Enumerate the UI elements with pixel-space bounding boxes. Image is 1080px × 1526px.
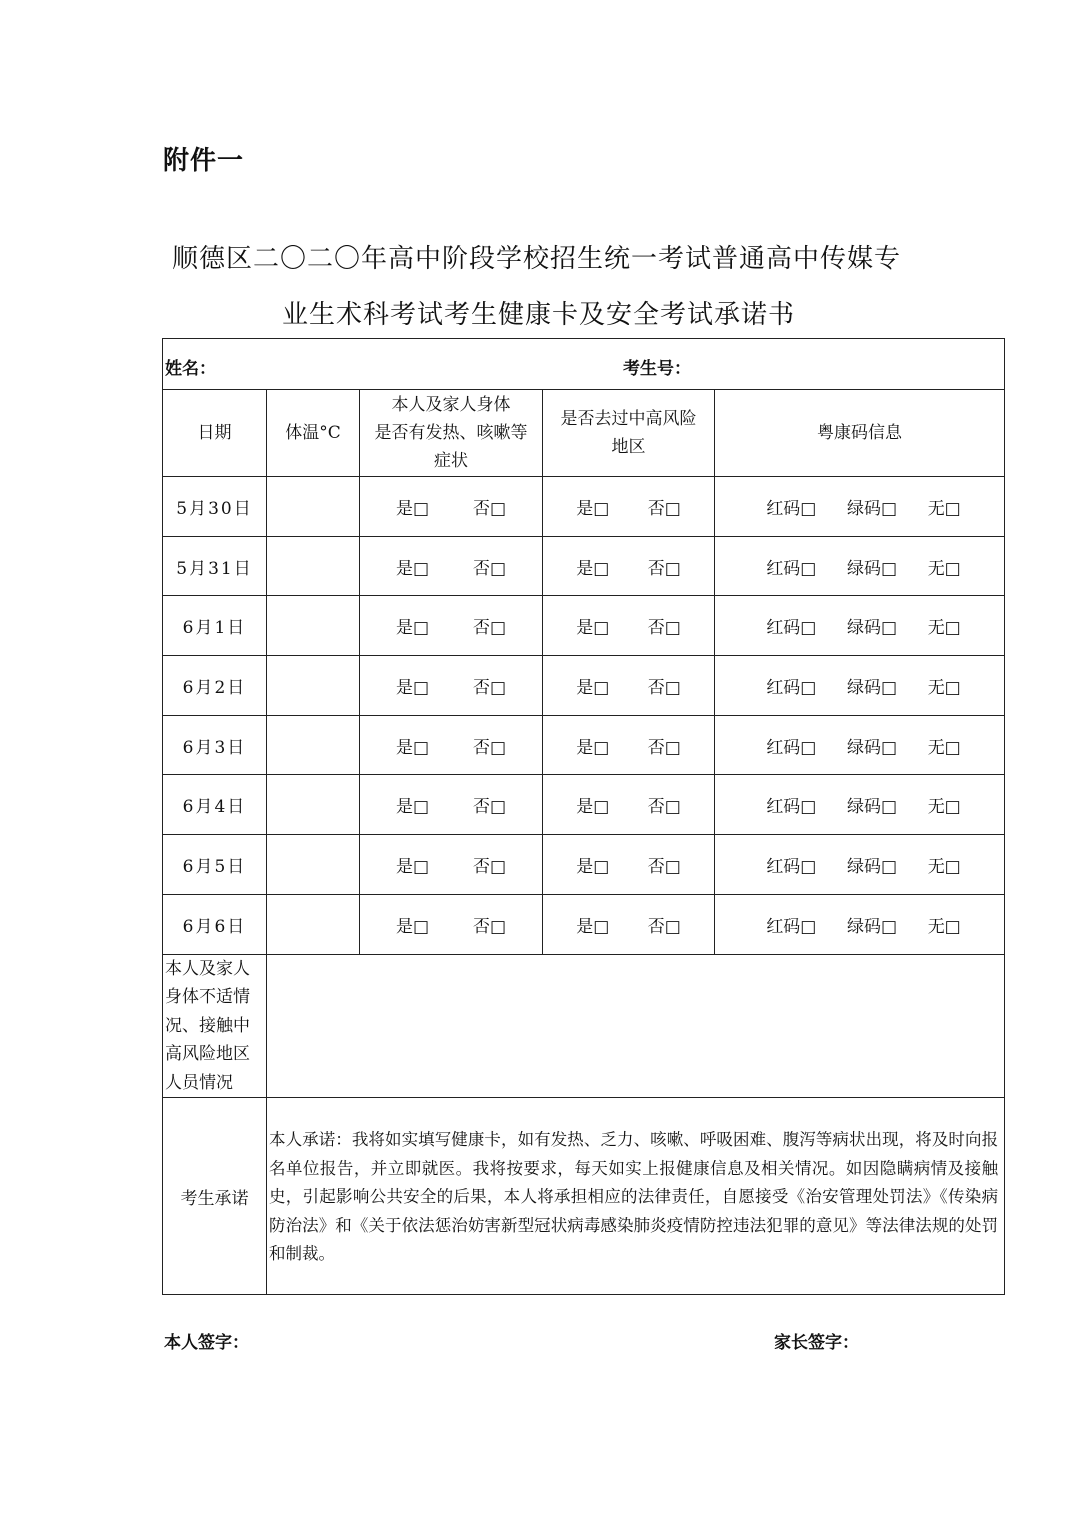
risk-area-yes-checkbox[interactable]: 是□ <box>576 737 610 758</box>
header-risk-line: 地区 <box>611 437 646 457</box>
risk-area-no-checkbox[interactable]: 否□ <box>647 677 681 698</box>
health-code-options <box>715 656 1005 716</box>
health-code-green-checkbox[interactable]: 绿码□ <box>847 618 898 639</box>
risk-area-no-checkbox[interactable]: 否□ <box>647 856 681 877</box>
self-signature-label: 本人签字： <box>164 1333 249 1353</box>
symptoms-yes-checkbox[interactable]: 是□ <box>395 797 430 818</box>
risk-area-choice-group <box>543 912 714 937</box>
health-code-red-checkbox[interactable]: 红码□ <box>766 916 817 937</box>
health-code-options <box>715 775 1005 835</box>
risk-area-choice-group <box>543 673 714 698</box>
symptoms-choice-group <box>360 733 542 758</box>
symptoms-options <box>360 715 543 775</box>
temperature-input-cell[interactable] <box>267 536 360 596</box>
symptoms-no-checkbox[interactable]: 否□ <box>472 558 507 579</box>
health-code-choice-group <box>715 613 1004 638</box>
risk-area-no-checkbox[interactable]: 否□ <box>647 797 681 818</box>
risk-area-no-checkbox[interactable]: 否□ <box>647 737 681 758</box>
health-code-red-checkbox[interactable]: 红码□ <box>766 856 817 877</box>
day-date: 6月4日 <box>163 775 267 835</box>
health-code-options <box>715 477 1005 537</box>
day-date: 6月1日 <box>163 596 267 656</box>
risk-area-yes-checkbox[interactable]: 是□ <box>576 797 610 818</box>
document-title-line-2: 业生术科考试考生健康卡及安全考试承诺书 <box>282 300 796 330</box>
health-code-options <box>715 536 1005 596</box>
symptoms-no-checkbox[interactable]: 否□ <box>472 677 507 698</box>
promise-label: 考生承诺 <box>163 1098 267 1295</box>
header-risk-line: 是否去过中高风险 <box>560 409 697 429</box>
risk-area-options <box>543 715 715 775</box>
condition-input-area[interactable] <box>267 954 1005 1098</box>
temperature-input-cell[interactable] <box>267 477 360 537</box>
temperature-input-cell[interactable] <box>267 835 360 895</box>
day-date: 5月31日 <box>163 536 267 596</box>
health-code-red-checkbox[interactable]: 红码□ <box>766 558 817 579</box>
health-code-none-checkbox[interactable]: 无□ <box>927 618 961 639</box>
symptoms-no-checkbox[interactable]: 否□ <box>472 618 507 639</box>
symptoms-options <box>360 775 543 835</box>
health-code-choice-group <box>715 852 1004 877</box>
symptoms-yes-checkbox[interactable]: 是□ <box>395 737 430 758</box>
header-symptoms-line: 本人及家人身体 <box>391 395 511 415</box>
health-code-red-checkbox[interactable]: 红码□ <box>766 618 817 639</box>
health-card-table <box>162 338 1005 1295</box>
condition-row <box>163 954 1005 1098</box>
promise-statement: 本人承诺：我将如实填写健康卡，如有发热、乏力、咳嗽、呼吸困难、腹泻等病状出现，将及时向报名单位报告，并立即就医。我将按要求，每天如实上报健康信息及相关情况。如因隐瞒病情及接触史，引起影响公共安全的后果，本人将承担相应的法律责任，自愿接受《治安管理处罚法》《传染病防治法》和《关于依法惩治妨害新型冠状病毒感染肺炎疫情防控违法犯罪的意见》等法律法规的处罚和制裁。 <box>269 1130 999 1263</box>
symptoms-yes-checkbox[interactable]: 是□ <box>395 856 430 877</box>
day-row <box>163 894 1005 954</box>
risk-area-no-checkbox[interactable]: 否□ <box>647 916 681 937</box>
health-code-options <box>715 596 1005 656</box>
day-row <box>163 596 1005 656</box>
header-date: 日期 <box>163 390 267 477</box>
temperature-input-cell[interactable] <box>267 656 360 716</box>
risk-area-options <box>543 894 715 954</box>
risk-area-options <box>543 536 715 596</box>
identity-cell <box>163 339 1005 390</box>
health-code-none-checkbox[interactable]: 无□ <box>927 677 961 698</box>
health-code-choice-group <box>715 792 1004 817</box>
risk-area-options <box>543 656 715 716</box>
risk-area-yes-checkbox[interactable]: 是□ <box>576 498 610 519</box>
health-code-options <box>715 835 1005 895</box>
health-code-options <box>715 894 1005 954</box>
risk-area-options <box>543 775 715 835</box>
day-date: 5月30日 <box>163 477 267 537</box>
symptoms-no-checkbox[interactable]: 否□ <box>472 797 507 818</box>
risk-area-options <box>543 477 715 537</box>
temperature-input-cell[interactable] <box>267 596 360 656</box>
risk-area-choice-group <box>543 852 714 877</box>
symptoms-choice-group <box>360 554 542 579</box>
symptoms-choice-group <box>360 852 542 877</box>
day-date: 6月2日 <box>163 656 267 716</box>
symptoms-yes-checkbox[interactable]: 是□ <box>395 498 430 519</box>
health-code-choice-group <box>715 494 1004 519</box>
risk-area-options <box>543 835 715 895</box>
symptoms-options <box>360 596 543 656</box>
symptoms-options <box>360 536 543 596</box>
header-symptoms <box>360 390 543 477</box>
symptoms-yes-checkbox[interactable]: 是□ <box>395 677 430 698</box>
day-row <box>163 656 1005 716</box>
condition-label-line: 人员情况 <box>165 1072 233 1093</box>
symptoms-yes-checkbox[interactable]: 是□ <box>395 558 430 579</box>
document-title-line-1: 顺德区二〇二〇年高中阶段学校招生统一考试普通高中传媒专 <box>172 244 902 274</box>
risk-area-choice-group <box>543 613 714 638</box>
day-row <box>163 715 1005 775</box>
symptoms-options <box>360 656 543 716</box>
header-symptoms-line: 是否有发热、咳嗽等 <box>374 423 528 443</box>
health-code-choice-group <box>715 673 1004 698</box>
header-symptoms-line: 症状 <box>434 451 468 471</box>
symptoms-yes-checkbox[interactable]: 是□ <box>395 916 430 937</box>
health-code-green-checkbox[interactable]: 绿码□ <box>847 916 898 937</box>
risk-area-yes-checkbox[interactable]: 是□ <box>576 618 610 639</box>
health-code-green-checkbox[interactable]: 绿码□ <box>847 856 898 877</box>
symptoms-choice-group <box>360 613 542 638</box>
health-code-red-checkbox[interactable]: 红码□ <box>766 677 817 698</box>
parent-signature-label: 家长签字： <box>774 1333 859 1353</box>
health-code-choice-group <box>715 733 1004 758</box>
risk-area-yes-checkbox[interactable]: 是□ <box>576 677 610 698</box>
symptoms-choice-group <box>360 494 542 519</box>
day-row <box>163 477 1005 537</box>
risk-area-choice-group <box>543 733 714 758</box>
symptoms-options <box>360 477 543 537</box>
health-code-none-checkbox[interactable]: 无□ <box>927 558 961 579</box>
symptoms-yes-checkbox[interactable]: 是□ <box>395 618 430 639</box>
health-code-green-checkbox[interactable]: 绿码□ <box>847 498 898 519</box>
symptoms-options <box>360 835 543 895</box>
risk-area-no-checkbox[interactable]: 否□ <box>647 498 681 519</box>
identity-row <box>163 339 1005 390</box>
health-code-red-checkbox[interactable]: 红码□ <box>766 737 817 758</box>
symptoms-options <box>360 894 543 954</box>
condition-label-line: 高风险地区 <box>165 1044 250 1064</box>
risk-area-yes-checkbox[interactable]: 是□ <box>576 558 610 579</box>
header-temperature: 体温°C <box>267 390 360 477</box>
temperature-input-cell[interactable] <box>267 715 360 775</box>
health-code-green-checkbox[interactable]: 绿码□ <box>847 677 898 698</box>
risk-area-choice-group <box>543 494 714 519</box>
temperature-input-cell[interactable] <box>267 775 360 835</box>
health-code-green-checkbox[interactable]: 绿码□ <box>847 737 898 758</box>
risk-area-options <box>543 596 715 656</box>
health-code-red-checkbox[interactable]: 红码□ <box>766 797 817 818</box>
health-code-choice-group <box>715 912 1004 937</box>
header-row <box>163 390 1005 477</box>
health-code-green-checkbox[interactable]: 绿码□ <box>847 558 898 579</box>
day-row <box>163 536 1005 596</box>
header-health-code: 粤康码信息 <box>715 390 1005 477</box>
temperature-input-cell[interactable] <box>267 894 360 954</box>
name-field-label: 姓名： <box>165 359 216 379</box>
condition-label-line: 况、接触中 <box>165 1015 250 1036</box>
symptoms-no-checkbox[interactable]: 否□ <box>472 498 507 519</box>
symptoms-no-checkbox[interactable]: 否□ <box>472 856 507 877</box>
risk-area-choice-group <box>543 554 714 579</box>
risk-area-no-checkbox[interactable]: 否□ <box>647 618 681 639</box>
health-code-none-checkbox[interactable]: 无□ <box>927 856 961 877</box>
symptoms-no-checkbox[interactable]: 否□ <box>472 737 507 758</box>
condition-label <box>163 954 267 1098</box>
health-code-red-checkbox[interactable]: 红码□ <box>766 498 817 519</box>
header-risk-area <box>543 390 715 477</box>
health-code-green-checkbox[interactable]: 绿码□ <box>847 797 898 818</box>
promise-row <box>163 1098 1005 1295</box>
health-code-choice-group <box>715 554 1004 579</box>
risk-area-yes-checkbox[interactable]: 是□ <box>576 916 610 937</box>
condition-label-line: 身体不适情 <box>165 987 250 1007</box>
risk-area-yes-checkbox[interactable]: 是□ <box>576 856 610 877</box>
exam-number-field-label: 考生号： <box>623 359 691 379</box>
day-date: 6月5日 <box>163 835 267 895</box>
attachment-label: 附件一 <box>163 146 245 176</box>
day-row <box>163 835 1005 895</box>
health-code-none-checkbox[interactable]: 无□ <box>927 916 961 937</box>
day-row <box>163 775 1005 835</box>
health-code-none-checkbox[interactable]: 无□ <box>927 498 961 519</box>
symptoms-choice-group <box>360 912 542 937</box>
health-code-options <box>715 715 1005 775</box>
risk-area-no-checkbox[interactable]: 否□ <box>647 558 681 579</box>
condition-label-line: 本人及家人 <box>165 958 250 979</box>
promise-statement-cell <box>267 1098 1005 1295</box>
day-date: 6月6日 <box>163 894 267 954</box>
health-code-none-checkbox[interactable]: 无□ <box>927 797 961 818</box>
symptoms-no-checkbox[interactable]: 否□ <box>472 916 507 937</box>
symptoms-choice-group <box>360 673 542 698</box>
symptoms-choice-group <box>360 792 542 817</box>
risk-area-choice-group <box>543 792 714 817</box>
health-code-none-checkbox[interactable]: 无□ <box>927 737 961 758</box>
day-date: 6月3日 <box>163 715 267 775</box>
